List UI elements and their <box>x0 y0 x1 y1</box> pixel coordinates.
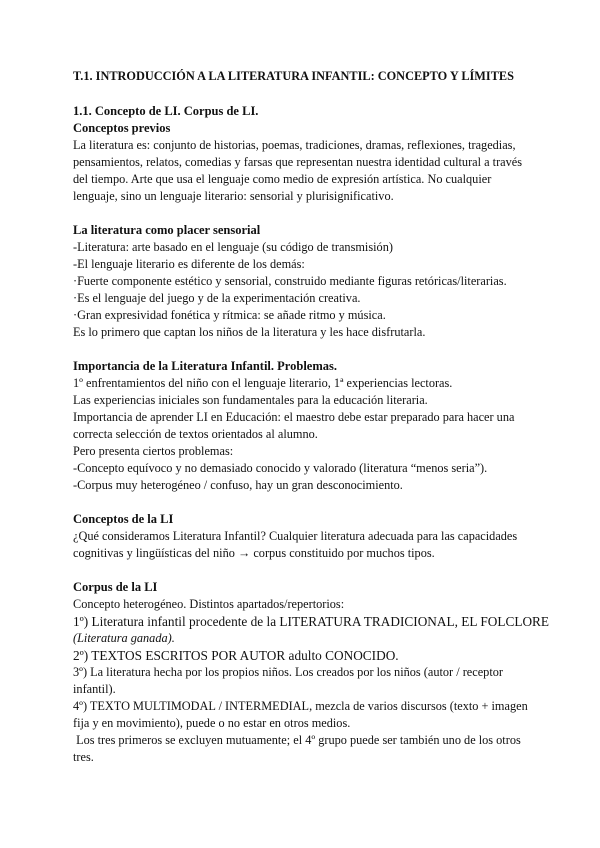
section-placer-sensorial <box>73 222 529 341</box>
paragraph-line: -El lenguaje literario es diferente de los demás: <box>73 257 305 271</box>
paragraph-line: ·Fuerte componente estético y sensorial, construido mediante figuras retóricas/literarias. <box>73 274 507 288</box>
document-title: T.1. INTRODUCCIÓN A LA LITERATURA INFANTIL: CONCEPTO Y LÍMITES <box>73 69 514 83</box>
subsection-heading: Conceptos previos <box>73 121 171 135</box>
paragraph-line: -Concepto equívoco y no demasiado conocido y valorado (literatura “menos seria”). <box>73 461 488 475</box>
paragraph-line: Las experiencias iniciales son fundamentales para la educación literaria. <box>73 393 428 407</box>
section-conceptos-li <box>73 511 529 562</box>
section-heading: La literatura como placer sensorial <box>73 223 261 237</box>
list-item-continuation: infantil). <box>73 682 116 696</box>
list-item-continuation: fija y en movimiento), puede o no estar en otros medios. <box>73 716 351 730</box>
section-corpus <box>73 579 550 766</box>
document-body <box>73 68 550 766</box>
paragraph-line: correcta selección de textos orientados al alumno. <box>73 427 318 441</box>
paragraph-line: Los tres primeros se excluyen mutuamente; el 4º grupo puede ser también uno de los otros <box>73 733 521 747</box>
paragraph-line: del tiempo. Arte que usa el lenguaje como medio de expresión artística. No cualquier <box>73 172 492 186</box>
list-item-note: (Literatura ganada). <box>73 631 175 645</box>
section-heading: Conceptos de la LI <box>73 512 174 526</box>
paragraph-line: Es lo primero que captan los niños de la literatura y les hace disfrutarla. <box>73 325 426 339</box>
list-item: 4º) TEXTO MULTIMODAL / INTERMEDIAL, mezcla de varios discursos (texto + imagen <box>73 699 528 713</box>
paragraph-line: -Corpus muy heterogéneo / confuso, hay un gran desconocimiento. <box>73 478 403 492</box>
paragraph-line: ·Gran expresividad fonética y rítmica: se añade ritmo y música. <box>73 308 386 322</box>
paragraph-line: tres. <box>73 750 94 764</box>
paragraph-line: Pero presenta ciertos problemas: <box>73 444 234 458</box>
paragraph-line: lenguaje, sino un lenguaje literario: sensorial y plurisignificativo. <box>73 189 394 203</box>
section-concepto <box>73 103 529 205</box>
paragraph-line: Concepto heterogéneo. Distintos apartados/repertorios: <box>73 597 345 611</box>
section-heading: Importancia de la Literatura Infantil. Problemas. <box>73 359 337 373</box>
section-heading: 1.1. Concepto de LI. Corpus de LI. <box>73 104 259 118</box>
paragraph-line: Importancia de aprender LI en Educación: el maestro debe estar preparado para hacer una <box>73 410 515 424</box>
paragraph-line: cognitivas y lingüísticas del niño → corpus constituido por muchos tipos. <box>73 546 435 560</box>
paragraph-line: 1º enfrentamientos del niño con el lenguaje literario, 1ª experiencias lectoras. <box>73 376 453 390</box>
paragraph-line: pensamientos, relatos, comedias y farsas que representan nuestra identidad cultural a través <box>73 155 523 169</box>
list-item: 2º) TEXTOS ESCRITOS POR AUTOR adulto CONOCIDO. <box>73 648 399 663</box>
paragraph-line: -Literatura: arte basado en el lenguaje (su código de transmisión) <box>73 240 393 254</box>
section-heading: Corpus de la LI <box>73 580 158 594</box>
list-item: 1º) Literatura infantil procedente de la LITERATURA TRADICIONAL, EL FOLCLORE <box>73 614 550 629</box>
list-item: 3º) La literatura hecha por los propios niños. Los creados por los niños (autor / receptor <box>73 665 503 679</box>
paragraph-line: La literatura es: conjunto de historias, poemas, tradiciones, dramas, reflexiones, tragedias, <box>73 138 516 152</box>
paragraph-line: ¿Qué consideramos Literatura Infantil? Cualquier literatura adecuada para las capacidades <box>73 529 518 543</box>
section-importancia <box>73 358 529 494</box>
paragraph-line: ·Es el lenguaje del juego y de la experimentación creativa. <box>73 291 361 305</box>
